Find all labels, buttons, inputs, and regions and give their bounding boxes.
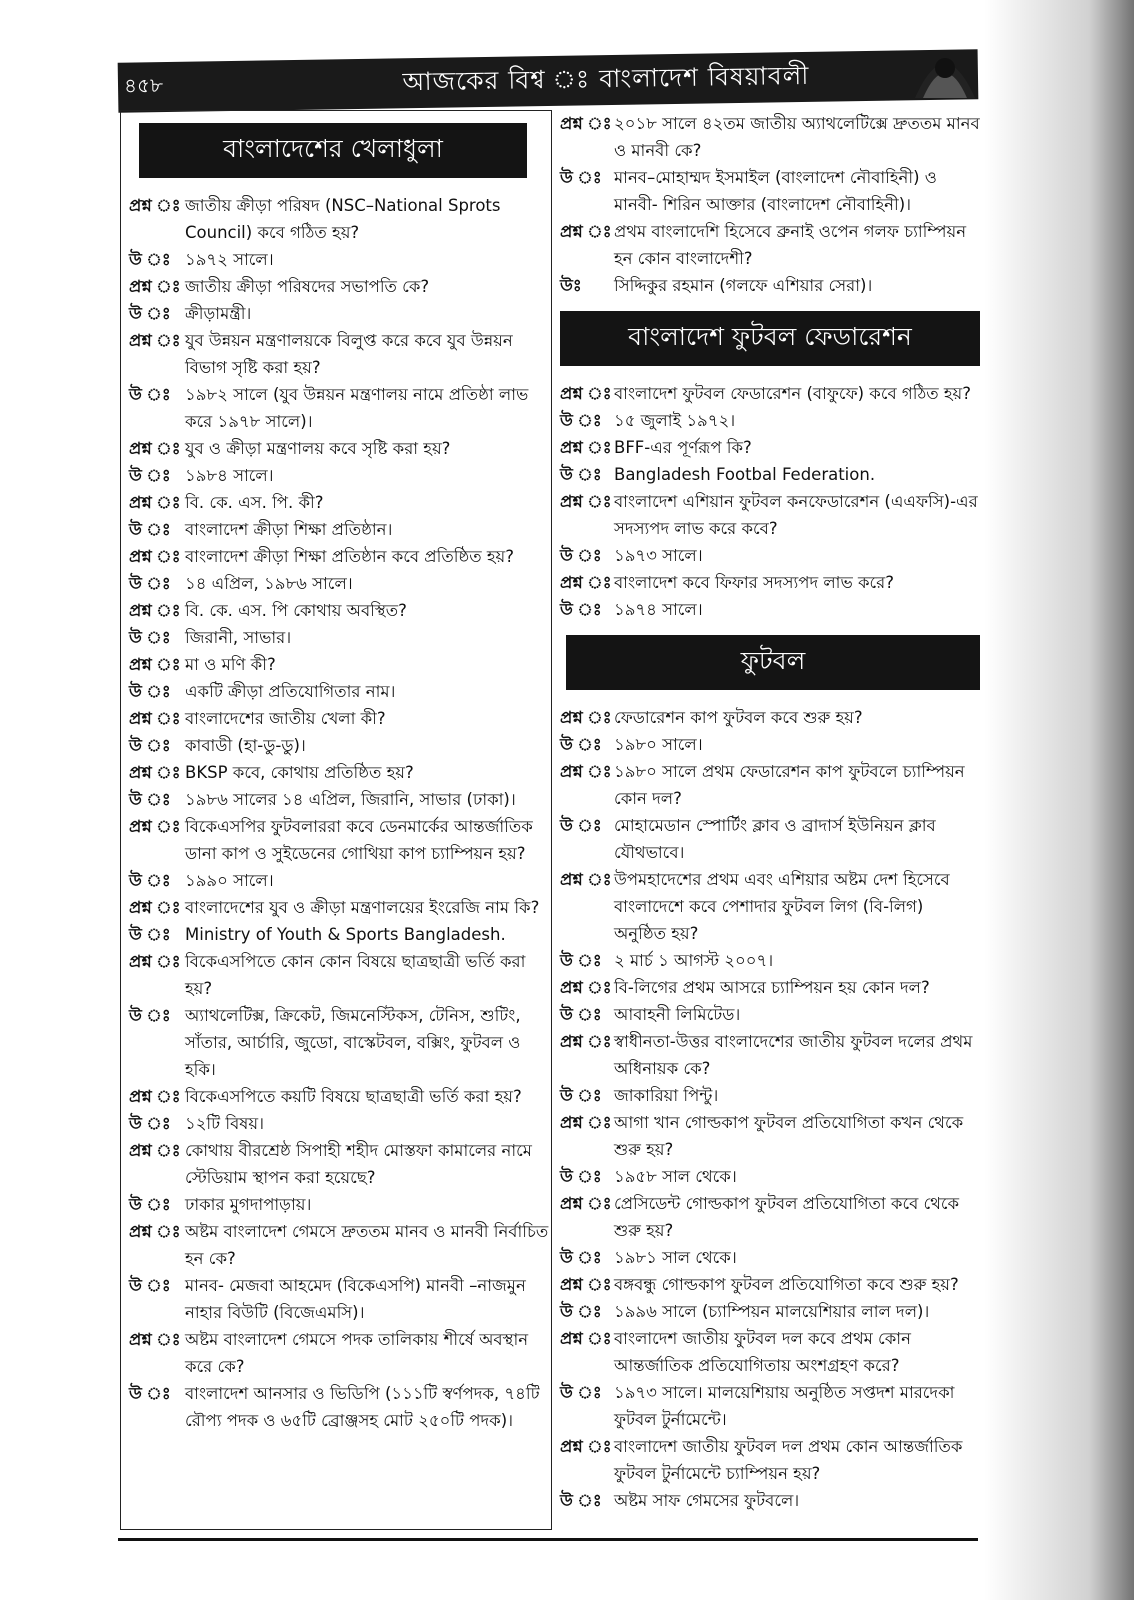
question-item: [560, 758, 980, 812]
question-item: [560, 974, 980, 1001]
question-item: [129, 1083, 551, 1110]
qa-tag: প্রশ্ন ঃ: [560, 978, 612, 997]
question-item: [129, 435, 551, 462]
qa-tag: প্রশ্ন ঃ: [560, 384, 612, 403]
qa-tag: প্রশ্ন ঃ: [560, 1437, 612, 1456]
qa-tag: প্রশ্ন ঃ: [129, 952, 181, 971]
answer-item: [560, 1082, 980, 1109]
question-item: [560, 704, 980, 731]
qa-text: ১৯৫৮ সাল থেকে।: [614, 1167, 737, 1186]
answer-item: [129, 624, 551, 651]
answer-item: [560, 947, 980, 974]
qa-text: ১৯৮১ সাল থেকে।: [614, 1248, 737, 1267]
qa-tag: প্রশ্ন ঃ: [560, 114, 612, 133]
qa-tag: প্রশ্ন ঃ: [129, 277, 181, 296]
question-item: [560, 1028, 980, 1082]
qa-text: প্রেসিডেন্ট গোল্ডকাপ ফুটবল প্রতিযোগিতা কবে থেকে শুরু হয়?: [614, 1194, 960, 1240]
qa-text: বাংলাদেশ জাতীয় ফুটবল দল প্রথম কোন আন্তর্জাতিক ফুটবল টুর্নামেন্টে চ্যাম্পিয়ন হয়?: [614, 1437, 963, 1483]
qa-tag: উ ঃ: [129, 736, 171, 755]
qa-text: বাংলাদেশের জাতীয় খেলা কী?: [185, 709, 386, 728]
qa-tag: উ ঃ: [129, 574, 171, 593]
qa-tag: প্রশ্ন ঃ: [129, 709, 181, 728]
qa-tag: প্রশ্ন ঃ: [129, 1222, 181, 1241]
qa-tag: উ ঃ: [560, 1167, 602, 1186]
answer-item: [560, 1379, 980, 1433]
qa-text: জাতীয় ক্রীড়া পরিষদের সভাপতি কে?: [185, 277, 430, 296]
qa-text: বি. কে. এস. পি. কী?: [185, 493, 324, 512]
qa-text: ১৯৮৪ সালে।: [185, 466, 274, 485]
qa-text: বঙ্গবন্ধু গোল্ডকাপ ফুটবল প্রতিযোগিতা কবে শুরু হয়?: [614, 1275, 959, 1294]
qa-tag: প্রশ্ন ঃ: [129, 547, 181, 566]
qa-text: মানব–মোহাম্মদ ইসমাইল (বাংলাদেশ নৌবাহিনী) ও মানবী- শিরিন আক্তার (বাংলাদেশ নৌবাহিনী)।: [614, 168, 937, 214]
qa-tag: উ ঃ: [129, 1384, 171, 1403]
qa-tag: উ ঃ: [129, 1195, 171, 1214]
qa-text: মোহামেডান স্পোর্টিং ক্লাব ও ব্রাদার্স ইউনিয়ন ক্লাব যৌথভাবে।: [614, 816, 936, 862]
question-item: [560, 434, 980, 461]
qa-tag: উ ঃ: [129, 304, 171, 323]
question-item: [129, 759, 551, 786]
question-item: [560, 1190, 980, 1244]
qa-text: ১৯৮০ সালে।: [614, 735, 703, 754]
question-item: [560, 1325, 980, 1379]
answer-item: [129, 246, 551, 273]
qa-tag: প্রশ্ন ঃ: [129, 1087, 181, 1106]
qa-list-football: [560, 704, 980, 1514]
qa-tag: প্রশ্ন ঃ: [560, 1113, 612, 1132]
qa-tag: প্রশ্ন ঃ: [129, 817, 181, 836]
qa-tag: উ ঃ: [129, 250, 171, 269]
qa-text: আবাহনী লিমিটেড।: [614, 1005, 741, 1024]
qa-tag: উ ঃ: [129, 682, 171, 701]
qa-text: ১৯৮২ সালে (যুব উন্নয়ন মন্ত্রণালয় নামে প্রতিষ্ঠা লাভ করে ১৯৭৮ সালে)।: [185, 385, 529, 431]
section-banner-football: ফুটবল: [566, 635, 980, 690]
qa-text: বাংলাদেশ ক্রীড়া শিক্ষা প্রতিষ্ঠান কবে প্রতিষ্ঠিত হয়?: [185, 547, 514, 566]
qa-tag: উ ঃ: [129, 1276, 171, 1295]
answer-item: [129, 300, 551, 327]
qa-tag: উ ঃ: [560, 816, 602, 835]
qa-tag: প্রশ্ন ঃ: [560, 762, 612, 781]
question-item: [560, 866, 980, 947]
answer-item: [560, 407, 980, 434]
qa-text: ১৯৭২ সালে।: [185, 250, 274, 269]
qa-text: ১৪ এপ্রিল, ১৯৮৬ সালে।: [185, 574, 353, 593]
answer-item: [129, 1272, 551, 1326]
qa-text: জিরানী, সাভার।: [185, 628, 292, 647]
qa-tag: প্রশ্ন ঃ: [129, 601, 181, 620]
qa-tag: উ ঃ: [560, 411, 602, 430]
qa-text: বিকেএসপিতে কোন কোন বিষয়ে ছাত্রছাত্রী ভর্তি করা হয়?: [185, 952, 526, 998]
qa-tag: উ ঃ: [560, 1383, 602, 1402]
answer-item: [129, 1002, 551, 1083]
qa-tag: প্রশ্ন ঃ: [560, 492, 612, 511]
question-item: [129, 489, 551, 516]
qa-tag: উঃ: [560, 276, 582, 295]
qa-tag: প্রশ্ন ঃ: [129, 196, 181, 215]
qa-tag: প্রশ্ন ঃ: [560, 708, 612, 727]
answer-item: [560, 461, 980, 488]
question-item: [560, 110, 980, 164]
qa-text: যুব উন্নয়ন মন্ত্রণালয়কে বিলুপ্ত করে কবে যুব উন্নয়ন বিভাগ সৃষ্টি করা হয়?: [185, 331, 513, 377]
qa-text: ১২টি বিষয়।: [185, 1114, 265, 1133]
qa-list-athletics: [560, 110, 980, 299]
qa-list-sports: [129, 192, 551, 1434]
section-banner-sports: বাংলাদেশের খেলাধুলা: [139, 123, 527, 178]
qa-tag: প্রশ্ন ঃ: [560, 573, 612, 592]
qa-text: বাংলাদেশ ফুটবল ফেডারেশন (বাফুফে) কবে গঠিত হয়?: [614, 384, 972, 403]
qa-text: আগা খান গোল্ডকাপ ফুটবল প্রতিযোগিতা কখন থেকে শুরু হয়?: [614, 1113, 964, 1159]
page-header: [118, 49, 979, 113]
qa-tag: প্রশ্ন ঃ: [129, 898, 181, 917]
qa-text: বি. কে. এস. পি কোথায় অবস্থিত?: [185, 601, 407, 620]
qa-text: যুব ও ক্রীড়া মন্ত্রণালয় কবে সৃষ্টি করা হয়?: [185, 439, 451, 458]
qa-tag: প্রশ্ন ঃ: [560, 1329, 612, 1348]
answer-item: [129, 381, 551, 435]
qa-text: ১৯৯৬ সালে (চ্যাম্পিয়ন মালয়েশিয়ার লাল দল)।: [614, 1302, 930, 1321]
qa-tag: উ ঃ: [560, 1248, 602, 1267]
section-banner-federation: বাংলাদেশ ফুটবল ফেডারেশন: [560, 311, 980, 366]
answer-item: [560, 164, 980, 218]
page-title: আজকের বিশ্ব ঃ বাংলাদেশ বিষয়াবলী: [402, 60, 810, 96]
qa-tag: উ ঃ: [129, 871, 171, 890]
qa-tag: উ ঃ: [560, 1302, 602, 1321]
qa-text: ২০১৮ সালে ৪২তম জাতীয় অ্যাথলেটিক্সে দ্রুততম মানব ও মানবী কে?: [614, 114, 980, 160]
qa-text: বাংলাদেশ আনসার ও ভিডিপি (১১১টি স্বর্ণপদক, ৭৪টি রৌপ্য পদক ও ৬৫টি ব্রোঞ্জসহ মোট ২৫০টি পদক)।: [185, 1384, 540, 1430]
qa-tag: প্রশ্ন ঃ: [129, 763, 181, 782]
answer-item: [560, 1001, 980, 1028]
answer-item: [129, 516, 551, 543]
qa-tag: উ ঃ: [560, 1086, 602, 1105]
qa-text: প্রথম বাংলাদেশি হিসেবে ব্রুনাই ওপেন গলফ চ্যাম্পিয়ন হন কোন বাংলাদেশী?: [614, 222, 967, 268]
qa-tag: প্রশ্ন ঃ: [129, 1141, 181, 1160]
qa-text: অ্যাথলেটিক্স, ক্রিকেট, জিমনেস্টিকস, টেনিস, শুটিং, সাঁতার, আর্চারি, জুডো, বাস্কেটবল, বক্সিং, ফুটবল ও হকি।: [185, 1006, 521, 1079]
qa-text: ১৯৯০ সালে।: [185, 871, 274, 890]
qa-text: জাকারিয়া পিন্টু।: [614, 1086, 719, 1105]
qa-tag: উ ঃ: [129, 1114, 171, 1133]
question-item: [129, 651, 551, 678]
qa-tag: প্রশ্ন ঃ: [560, 438, 612, 457]
qa-text: ১৯৭৪ সালে।: [614, 600, 703, 619]
question-item: [560, 488, 980, 542]
answer-item: [129, 732, 551, 759]
qa-tag: প্রশ্ন ঃ: [560, 870, 612, 889]
question-item: [129, 1326, 551, 1380]
qa-tag: প্রশ্ন ঃ: [129, 331, 181, 350]
qa-text: অষ্টম সাফ গেমসের ফুটবলে।: [614, 1491, 800, 1510]
answer-item: [129, 678, 551, 705]
qa-tag: উ ঃ: [560, 1491, 602, 1510]
qa-text: মা ও মণি কী?: [185, 655, 276, 674]
qa-text: বি-লিগের প্রথম আসরে চ্যাম্পিয়ন হয় কোন দল?: [614, 978, 930, 997]
qa-text: ১৯৮৬ সালের ১৪ এপ্রিল, জিরানি, সাভার (ঢাকা)।: [185, 790, 516, 809]
qa-tag: উ ঃ: [129, 628, 171, 647]
answer-item: [560, 1487, 980, 1514]
answer-item: [560, 1163, 980, 1190]
answer-item: [560, 812, 980, 866]
question-item: [129, 1137, 551, 1191]
question-item: [560, 569, 980, 596]
qa-text: কাবাডী (হা-ডু-ডু)।: [185, 736, 306, 755]
question-item: [129, 705, 551, 732]
qa-text: Ministry of Youth & Sports Bangladesh.: [185, 925, 506, 944]
qa-tag: প্রশ্ন ঃ: [129, 655, 181, 674]
qa-tag: উ ঃ: [129, 520, 171, 539]
qa-tag: উ ঃ: [560, 951, 602, 970]
answer-item: [560, 596, 980, 623]
qa-text: মানব- মেজবা আহমেদ (বিকেএসপি) মানবী –নাজমুন নাহার বিউটি (বিজেএমসি)।: [185, 1276, 526, 1322]
qa-text: বাংলাদেশ এশিয়ান ফুটবল কনফেডারেশন (এএফসি)-এর সদস্যপদ লাভ করে কবে?: [614, 492, 978, 538]
answer-item: [560, 542, 980, 569]
qa-tag: উ ঃ: [560, 735, 602, 754]
page-number: ৪৫৮: [123, 72, 164, 98]
qa-tag: প্রশ্ন ঃ: [129, 493, 181, 512]
qa-text: ক্রীড়ামন্ত্রী।: [185, 304, 252, 323]
question-item: [560, 1109, 980, 1163]
question-item: [129, 894, 551, 921]
qa-text: বিকেএসপির ফুটবলাররা কবে ডেনমার্কের আন্তর্জাতিক ডানা কাপ ও সুইডেনের গোথিয়া কাপ চ্যাম্পিয়ন হয়?: [185, 817, 533, 863]
qa-text: BKSP কবে, কোথায় প্রতিষ্ঠিত হয়?: [185, 763, 414, 782]
qa-tag: উ ঃ: [129, 925, 171, 944]
qa-text: কোথায় বীরশ্রেষ্ঠ সিপাহী শহীদ মোস্তফা কামালের নামে স্টেডিয়াম স্থাপন করা হয়েছে?: [185, 1141, 532, 1187]
qa-tag: উ ঃ: [560, 465, 602, 484]
question-item: [560, 1433, 980, 1487]
qa-list-federation: [560, 380, 980, 623]
answer-item: [560, 272, 980, 299]
qa-text: বাংলাদেশ ক্রীড়া শিক্ষা প্রতিষ্ঠান।: [185, 520, 393, 539]
answer-item: [560, 731, 980, 758]
qa-text: জাতীয় ক্রীড়া পরিষদ (NSC–National Sprots Council) কবে গঠিত হয়?: [185, 196, 501, 242]
question-item: [129, 948, 551, 1002]
qa-text: স্বাধীনতা-উত্তর বাংলাদেশের জাতীয় ফুটবল দলের প্রথম অধিনায়ক কে?: [614, 1032, 973, 1078]
qa-tag: উ ঃ: [129, 466, 171, 485]
question-item: [560, 380, 980, 407]
qa-tag: প্রশ্ন ঃ: [560, 1194, 612, 1213]
qa-text: একটি ক্রীড়া প্রতিযোগিতার নাম।: [185, 682, 396, 701]
qa-text: ঢাকার মুগদাপাড়ায়।: [185, 1195, 312, 1214]
qa-text: অষ্টম বাংলাদেশ গেমসে দ্রুততম মানব ও মানবী নির্বাচিত হন কে?: [185, 1222, 549, 1268]
qa-text: সিদ্দিকুর রহমান (গলফে এশিয়ার সেরা)।: [614, 276, 873, 295]
qa-text: Bangladesh Footbal Federation.: [614, 465, 876, 484]
qa-tag: উ ঃ: [129, 1006, 171, 1025]
qa-tag: প্রশ্ন ঃ: [129, 1330, 181, 1349]
answer-item: [129, 786, 551, 813]
qa-text: ১৯৭৩ সালে।: [614, 546, 703, 565]
answer-item: [129, 921, 551, 948]
book-emblem-icon: [905, 40, 985, 100]
right-column: [560, 110, 980, 1514]
question-item: [129, 1218, 551, 1272]
qa-text: অষ্টম বাংলাদেশ গেমসে পদক তালিকায় শীর্ষে অবস্থান করে কে?: [185, 1330, 529, 1376]
qa-tag: প্রশ্ন ঃ: [129, 439, 181, 458]
qa-text: ১৯৮০ সালে প্রথম ফেডারেশন কাপ ফুটবলে চ্যাম্পিয়ন কোন দল?: [614, 762, 965, 808]
answer-item: [129, 1380, 551, 1434]
answer-item: [129, 462, 551, 489]
qa-text: ফেডারেশন কাপ ফুটবল কবে শুরু হয়?: [614, 708, 863, 727]
answer-item: [560, 1298, 980, 1325]
question-item: [129, 273, 551, 300]
qa-tag: উ ঃ: [129, 385, 171, 404]
bottom-rule: [118, 1538, 978, 1541]
qa-tag: উ ঃ: [129, 790, 171, 809]
answer-item: [129, 570, 551, 597]
qa-tag: উ ঃ: [560, 1005, 602, 1024]
qa-tag: প্রশ্ন ঃ: [560, 1032, 612, 1051]
qa-text: ১৫ জুলাই ১৯৭২।: [614, 411, 736, 430]
qa-text: বিকেএসপিতে কয়টি বিষয়ে ছাত্রছাত্রী ভর্তি করা হয়?: [185, 1087, 522, 1106]
qa-tag: প্রশ্ন ঃ: [560, 1275, 612, 1294]
qa-tag: উ ঃ: [560, 168, 602, 187]
question-item: [129, 327, 551, 381]
qa-text: বাংলাদেশের যুব ও ক্রীড়া মন্ত্রণালয়ের ইংরেজি নাম কি?: [185, 898, 540, 917]
question-item: [560, 1271, 980, 1298]
qa-tag: প্রশ্ন ঃ: [560, 222, 612, 241]
question-item: [129, 597, 551, 624]
question-item: [129, 192, 551, 246]
answer-item: [560, 1244, 980, 1271]
answer-item: [129, 867, 551, 894]
answer-item: [129, 1110, 551, 1137]
question-item: [560, 218, 980, 272]
left-column: [120, 110, 552, 1530]
qa-tag: উ ঃ: [560, 600, 602, 619]
qa-text: ১৯৭৩ সালে। মালয়েশিয়ায় অনুষ্ঠিত সপ্তদশ মারদেকা ফুটবল টুর্নামেন্টে।: [614, 1383, 955, 1429]
qa-text: বাংলাদেশ জাতীয় ফুটবল দল কবে প্রথম কোন আন্তর্জাতিক প্রতিযোগিতায় অংশগ্রহণ করে?: [614, 1329, 911, 1375]
page-edge-shadow: [984, 0, 1134, 1600]
answer-item: [129, 1191, 551, 1218]
question-item: [129, 543, 551, 570]
qa-text: ২ মার্চ ১ আগস্ট ২০০৭।: [614, 951, 774, 970]
qa-text: BFF-এর পূর্ণরূপ কি?: [614, 438, 752, 457]
question-item: [129, 813, 551, 867]
qa-text: উপমহাদেশের প্রথম এবং এশিয়ার অষ্টম দেশ হিসেবে বাংলাদেশে কবে পেশাদার ফুটবল লিগ (বি-লিগ) অনুষ্ঠিত হয়?: [614, 870, 950, 943]
qa-text: বাংলাদেশ কবে ফিফার সদস্যপদ লাভ করে?: [614, 573, 894, 592]
qa-tag: উ ঃ: [560, 546, 602, 565]
